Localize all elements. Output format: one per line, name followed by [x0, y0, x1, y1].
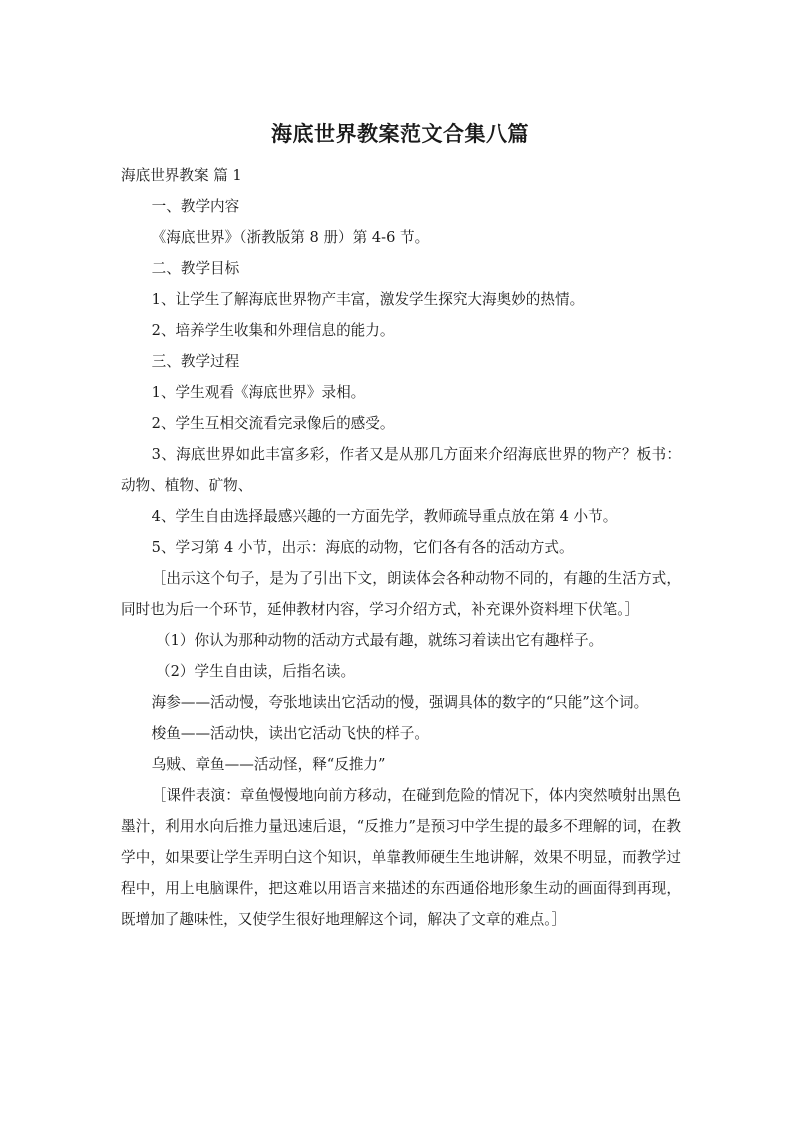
paragraph-sub-2: （2）学生自由读，后指名读。 — [156, 663, 356, 680]
paragraph-step-3: 3、海底世界如此丰富多彩，作者又是从那几方面来介绍海底世界的物产？板书：动物、植物、矿物、 — [121, 446, 681, 494]
document-body — [121, 160, 681, 935]
paragraph-goal-2: 2、培养学生收集和外理信息的能力。 — [151, 322, 395, 339]
paragraph-note-1: ［出示这个句子，是为了引出下文，朗读体会各种动物不同的，有趣的生活方式，同时也为后一个环节，延伸教材内容，学习介绍方式，补充课外资料埋下伏笔。］ — [121, 570, 681, 618]
paragraph-step-1: 1、学生观看《海底世界》录相。 — [151, 384, 366, 401]
paragraph-barracuda: 梭鱼——活动快，读出它活动飞快的样子。 — [151, 725, 429, 742]
paragraph-note-2: ［课件表演：章鱼慢慢地向前方移动，在碰到危险的情况下，体内突然喷射出黑色墨汁，利用水向后推力量迅速后退，“反推力”是预习中学生提的最多不理解的词，在教学中，如果要让学生弄明白这个知识，单靠教师硬生生地讲解，效果不明显，而教学过程中，用上电脑课件，把这难以用语言来描述的东西通俗地形象生动的画面得到再现，既增加了趣味性，又使学生很好地理解这个词，解决了文章的难点。］ — [121, 787, 681, 928]
paragraph-squid-octopus: 乌贼、章鱼——活动怪，释“反推力” — [151, 756, 386, 773]
paragraph-goal-1: 1、让学生了解海底世界物产丰富，激发学生探究大海奥妙的热情。 — [151, 291, 585, 308]
heading-teaching-process: 三、教学过程 — [151, 353, 240, 370]
paragraph-textbook-reference: 《海底世界》（浙教版第 8 册）第 4-6 节。 — [151, 229, 430, 246]
paragraph-sea-cucumber: 海参——活动慢，夸张地读出它活动的慢，强调具体的数字的“只能”这个词。 — [151, 694, 649, 711]
paragraph-step-5: 5、学习第 4 小节，出示：海底的动物，它们各有各的活动方式。 — [151, 539, 574, 556]
paragraph-step-2: 2、学生互相交流看完录像后的感受。 — [151, 415, 395, 432]
heading-teaching-content: 一、教学内容 — [151, 198, 240, 215]
heading-teaching-goals: 二、教学目标 — [151, 260, 240, 277]
paragraph-step-4: 4、学生自由选择最感兴趣的一方面先学，教师疏导重点放在第 4 小节。 — [151, 508, 618, 525]
document-title: 海底世界教案范文合集八篇 — [271, 122, 529, 146]
section-heading: 海底世界教案 篇 1 — [121, 167, 242, 184]
paragraph-sub-1: （1）你认为那种动物的活动方式最有趣，就练习着读出它有趣样子。 — [156, 632, 604, 649]
